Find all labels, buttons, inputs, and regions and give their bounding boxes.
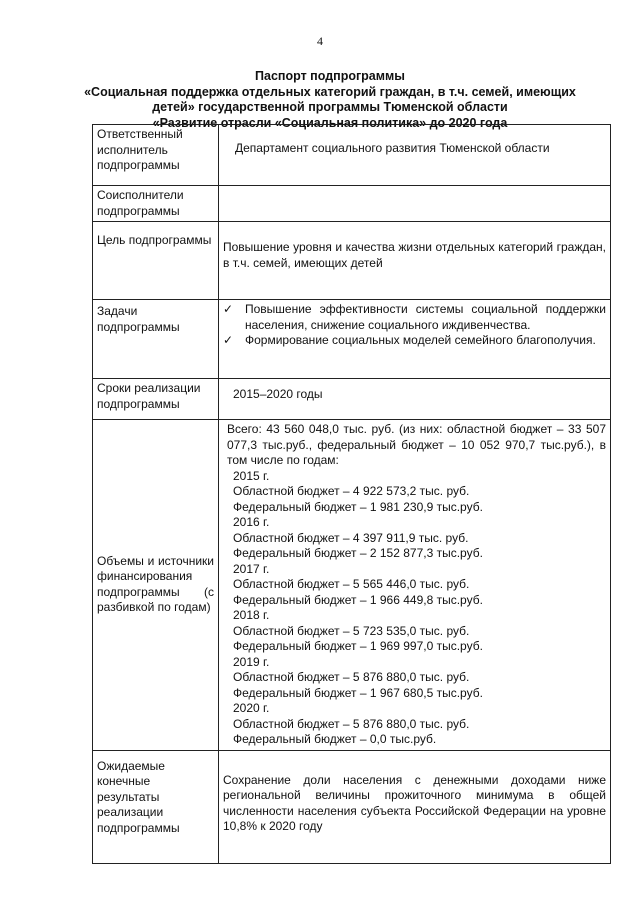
federal-budget: Федеральный бюджет – 1 981 230,9 тыс.руб. xyxy=(233,499,483,514)
coexecutors-label: Соисполнители подпрограммы xyxy=(93,186,219,222)
title-line-2: «Социальная поддержка отдельных категорий граждан, в т.ч. семей, имеющих xyxy=(84,84,576,99)
year-label: 2019 г. xyxy=(233,654,270,669)
coexecutors-value xyxy=(219,186,611,222)
table-row-executor xyxy=(93,125,611,186)
title-line-1: Паспорт подпрограммы xyxy=(255,69,405,83)
passport-table xyxy=(92,124,611,864)
year-label: 2015 г. xyxy=(233,468,270,483)
financing-total: Всего: 43 560 048,0 тыс. руб. (из них: областной бюджет – 33 507 077,3 тыс.руб., федеральный бюджет – 10 052 970,7 тыс.руб.), в том числе по годам: xyxy=(227,422,606,467)
table-row-goal xyxy=(93,222,611,300)
title-line-3: детей» государственной программы Тюменской области xyxy=(152,100,508,114)
regional-budget: Областной бюджет – 4 922 573,2 тыс. руб. xyxy=(233,484,470,498)
checkmark-icon: ✓ xyxy=(223,333,234,347)
task-item xyxy=(223,302,606,333)
task-text: Формирование социальных моделей семейного благополучия. xyxy=(245,333,596,347)
document-title xyxy=(60,69,600,131)
federal-budget: Федеральный бюджет – 1 967 680,5 тыс.руб. xyxy=(233,685,483,700)
results-label: Ожидаемые конечные результаты реализации подпрограммы xyxy=(93,750,219,863)
year-label: 2020 г. xyxy=(233,701,270,715)
terms-value: 2015–2020 годы xyxy=(219,379,611,420)
year-label: 2016 г. xyxy=(233,515,270,529)
goal-label: Цель подпрограммы xyxy=(93,222,219,300)
year-label: 2017 г. xyxy=(233,561,270,576)
federal-budget: Федеральный бюджет – 2 152 877,3 тыс.руб. xyxy=(233,546,483,560)
tasks-label: Задачи подпрограммы xyxy=(93,300,219,379)
federal-budget: Федеральный бюджет – 1 969 997,0 тыс.руб. xyxy=(233,639,483,653)
financing-value xyxy=(219,420,611,751)
year-label: 2018 г. xyxy=(233,608,270,622)
table-row-coexecutors xyxy=(93,186,611,222)
table-row-results xyxy=(93,750,611,863)
results-value: Сохранение доли населения с денежными доходами ниже региональной величины прожиточного минимума в общей численности населения субъекта Российской Федерации на уровне 10,8% к 2020 году xyxy=(219,750,611,863)
goal-value: Повышение уровня и качества жизни отдельных категорий граждан, в т.ч. семей, имеющих детей xyxy=(219,222,611,300)
task-text: Повышение эффективности системы социальной поддержки населения, снижение социального иждивенчества. xyxy=(245,302,606,332)
regional-budget: Областной бюджет – 4 397 911,9 тыс. руб. xyxy=(233,530,469,545)
federal-budget: Федеральный бюджет – 1 966 449,8 тыс.руб. xyxy=(233,592,483,607)
title-line-4: «Развитие отрасли «Социальная политика» до 2020 года xyxy=(152,115,508,130)
executor-label: Ответственный исполнитель подпрограммы xyxy=(93,125,219,186)
regional-budget: Областной бюджет – 5 723 535,0 тыс. руб. xyxy=(233,623,470,638)
federal-budget: Федеральный бюджет – 0,0 тыс.руб. xyxy=(233,732,437,746)
regional-budget: Областной бюджет – 5 565 446,0 тыс. руб. xyxy=(233,577,470,591)
table-row-financing xyxy=(93,420,611,751)
table-row-tasks xyxy=(93,300,611,379)
financing-years xyxy=(227,469,606,748)
financing-label: Объемы и источники финансирования подпрограммы (с разбивкой по годам) xyxy=(93,420,219,751)
executor-value: Департамент социального развития Тюменской области xyxy=(219,125,611,186)
regional-budget: Областной бюджет – 5 876 880,0 тыс. руб. xyxy=(233,716,470,731)
tasks-value xyxy=(219,300,611,379)
page-number: 4 xyxy=(317,34,323,48)
regional-budget: Областной бюджет – 5 876 880,0 тыс. руб. xyxy=(233,670,470,684)
terms-label: Сроки реализации подпрограммы xyxy=(93,379,219,420)
checkmark-icon: ✓ xyxy=(223,302,234,316)
table-row-terms xyxy=(93,379,611,420)
task-item xyxy=(223,333,606,349)
